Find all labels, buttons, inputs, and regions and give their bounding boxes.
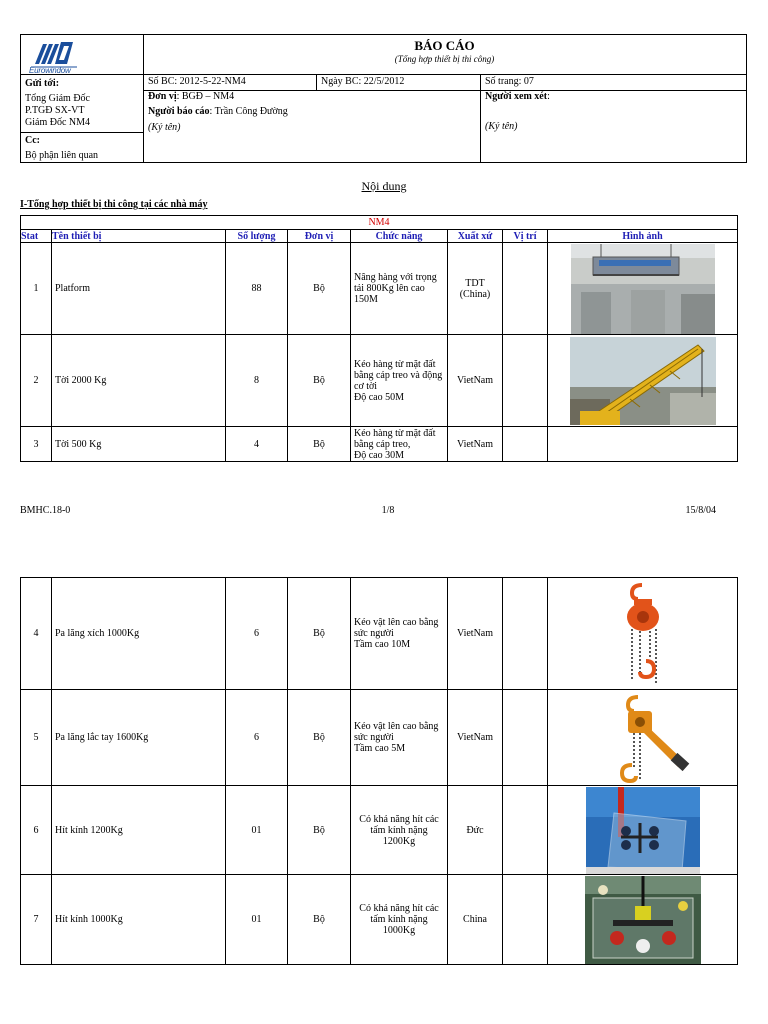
- row-function: Kéo vật lên cao bằng sức người Tầm cao 5M: [351, 690, 448, 786]
- row-image: [548, 427, 738, 462]
- section-title: I-Tổng hợp thiết bị thi công tại các nhà máy: [20, 199, 208, 210]
- row-unit: Bộ: [288, 243, 351, 335]
- row-function: Có khả năng hít các tấm kính nặng 1000Kg: [351, 875, 448, 965]
- col-header-stat: Stat: [21, 230, 52, 243]
- row-position: [503, 243, 548, 335]
- footer-page-number: 1/8: [381, 505, 395, 516]
- logo-text: Eurowindow: [29, 66, 71, 75]
- row-position: [503, 786, 548, 875]
- group-label: NM4: [21, 216, 738, 230]
- table-row: [21, 335, 738, 427]
- row-origin: VietNam: [448, 335, 503, 427]
- row-name: Hít kính 1200Kg: [52, 786, 226, 875]
- platform-photo: [571, 244, 715, 334]
- row-unit: Bộ: [288, 690, 351, 786]
- report-header: [20, 34, 747, 163]
- table-row: [21, 875, 738, 965]
- row-image: [548, 690, 738, 786]
- send-to-label: Gửi tới:: [25, 78, 60, 89]
- recipient-2: P.TGĐ SX-VT: [25, 105, 85, 116]
- row-name: Tời 2000 Kg: [52, 335, 226, 427]
- row-position: [503, 690, 548, 786]
- table-row: [21, 786, 738, 875]
- unit-line: [148, 91, 234, 103]
- reporter-line: [148, 106, 288, 118]
- col-header-image: Hình ảnh: [548, 230, 738, 243]
- row-position: [503, 427, 548, 462]
- row-origin: VietNam: [448, 578, 503, 690]
- reviewer-label: Người xem xét: [485, 91, 548, 102]
- reporter-label: Người báo cáo: [148, 106, 210, 117]
- footer-date: 15/8/04: [685, 505, 716, 516]
- col-header-function: Chức năng: [351, 230, 448, 243]
- table-row: [21, 578, 738, 690]
- row-unit: Bộ: [288, 578, 351, 690]
- unit-label: Đơn vị: [148, 91, 177, 102]
- row-image: [548, 243, 738, 335]
- report-subtitle: (Tổng hợp thiết bị thi công): [394, 54, 495, 64]
- row-image: [548, 335, 738, 427]
- row-unit: Bộ: [288, 335, 351, 427]
- row-qty: 4: [226, 427, 288, 462]
- reporter-value: : Trần Công Đường: [209, 106, 288, 117]
- row-function: Nâng hàng với trọng tải 800Kg lên cao 150M: [351, 243, 448, 335]
- row-name: Pa lăng lắc tay 1600Kg: [52, 690, 226, 786]
- row-unit: Bộ: [288, 427, 351, 462]
- col-header-unit: Đơn vị: [288, 230, 351, 243]
- row-position: [503, 875, 548, 965]
- report-number: Số BC: 2012-5-22-NM4: [148, 76, 246, 87]
- row-unit: Bộ: [288, 786, 351, 875]
- reviewer-line: [485, 91, 550, 103]
- row-stat: 3: [21, 427, 52, 462]
- recipient-3: Giám Đốc NM4: [25, 117, 90, 128]
- equipment-table-page1: [20, 215, 738, 462]
- chain-hoist-photo: [588, 579, 698, 689]
- report-date: Ngày BC: 22/5/2012: [321, 76, 405, 87]
- row-image: [548, 786, 738, 875]
- row-function: Có khả năng hít các tấm kính nặng 1200Kg: [351, 786, 448, 875]
- table-row: [21, 243, 738, 335]
- winch-crane-photo: [570, 337, 716, 425]
- row-function: Kéo hàng từ mặt đất bằng cáp treo và động cơ tời Độ cao 50M: [351, 335, 448, 427]
- reviewer-signature-placeholder: (Ký tên): [485, 121, 518, 132]
- row-stat: 6: [21, 786, 52, 875]
- row-unit: Bộ: [288, 875, 351, 965]
- row-name: Pa lăng xích 1000Kg: [52, 578, 226, 690]
- table-row: [21, 427, 738, 462]
- row-origin: China: [448, 875, 503, 965]
- row-origin: VietNam: [448, 427, 503, 462]
- col-header-name: Tên thiết bị: [52, 230, 226, 243]
- row-qty: 01: [226, 786, 288, 875]
- row-qty: 6: [226, 690, 288, 786]
- page-count: Số trang: 07: [485, 76, 534, 87]
- equipment-table-page2: [20, 577, 738, 965]
- row-name: Hít kính 1000Kg: [52, 875, 226, 965]
- row-stat: 7: [21, 875, 52, 965]
- row-qty: 01: [226, 875, 288, 965]
- lever-hoist-photo: [588, 691, 698, 785]
- row-stat: 1: [21, 243, 52, 335]
- cc-label: Cc:: [25, 135, 40, 146]
- row-position: [503, 578, 548, 690]
- recipient-1: Tổng Giám Đốc: [25, 93, 90, 104]
- col-header-qty: Số lượng: [226, 230, 288, 243]
- cc-value: Bộ phận liên quan: [25, 150, 99, 161]
- signature-placeholder: (Ký tên): [148, 122, 181, 133]
- row-position: [503, 335, 548, 427]
- col-header-position: Vị trí: [503, 230, 548, 243]
- unit-value: : BGĐ – NM4: [176, 91, 235, 102]
- row-image: [548, 578, 738, 690]
- report-title: BÁO CÁO: [414, 38, 475, 53]
- row-stat: 5: [21, 690, 52, 786]
- row-origin: VietNam: [448, 690, 503, 786]
- row-function: Kéo hàng từ mặt đất bằng cáp treo, Độ cao 30M: [351, 427, 448, 462]
- eurowindow-logo: [29, 38, 89, 76]
- row-image: [548, 875, 738, 965]
- vacuum-lifter-photo: [585, 876, 701, 964]
- row-qty: 88: [226, 243, 288, 335]
- col-header-origin: Xuất xứ: [448, 230, 503, 243]
- row-origin: Đức: [448, 786, 503, 875]
- row-name: Tời 500 Kg: [52, 427, 226, 462]
- row-name: Platform: [52, 243, 226, 335]
- row-origin: TDT (China): [448, 243, 503, 335]
- table-row: [21, 690, 738, 786]
- content-heading: Nội dung: [361, 179, 407, 193]
- reviewer-colon: :: [547, 91, 550, 102]
- row-qty: 8: [226, 335, 288, 427]
- row-stat: 2: [21, 335, 52, 427]
- footer-form-code: BMHC.18-0: [20, 505, 71, 516]
- row-qty: 6: [226, 578, 288, 690]
- glass-lifter-photo: [586, 787, 700, 874]
- row-function: Kéo vật lên cao bằng sức người Tầm cao 10M: [351, 578, 448, 690]
- row-stat: 4: [21, 578, 52, 690]
